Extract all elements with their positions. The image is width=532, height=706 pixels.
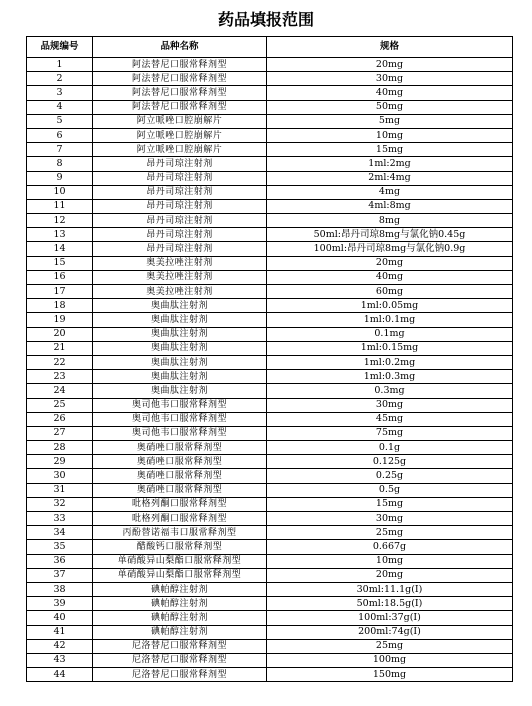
cell-specification: 100mg: [267, 653, 513, 667]
cell-spec-code: 22: [27, 355, 93, 369]
cell-spec-code: 41: [27, 625, 93, 639]
table-header-row: [27, 37, 513, 58]
cell-spec-code: 36: [27, 554, 93, 568]
cell-specification: 40mg: [267, 86, 513, 100]
cell-specification: 10mg: [267, 554, 513, 568]
cell-specification: 0.1g: [267, 441, 513, 455]
cell-drug-name: 丙酚替诺福韦口服常释剂型: [93, 526, 267, 540]
cell-specification: 0.125g: [267, 455, 513, 469]
cell-drug-name: 单硝酸异山梨酯口服常释剂型: [93, 554, 267, 568]
cell-spec-code: 29: [27, 455, 93, 469]
table-row: [27, 455, 513, 469]
cell-drug-name: 单硝酸异山梨酯口服常释剂型: [93, 568, 267, 582]
cell-drug-name: 吡格列酮口服常释剂型: [93, 497, 267, 511]
drug-scope-table: [26, 36, 513, 682]
cell-spec-code: 30: [27, 469, 93, 483]
cell-specification: 25mg: [267, 526, 513, 540]
cell-drug-name: 奥硝唑口服常释剂型: [93, 483, 267, 497]
cell-spec-code: 11: [27, 199, 93, 213]
table-row: [27, 668, 513, 682]
cell-drug-name: 奥司他韦口服常释剂型: [93, 412, 267, 426]
table-row: [27, 370, 513, 384]
table-row: [27, 341, 513, 355]
cell-drug-name: 阿立哌唑口腔崩解片: [93, 143, 267, 157]
cell-drug-name: 奥曲肽注射剂: [93, 327, 267, 341]
cell-specification: 0.3mg: [267, 384, 513, 398]
table-row: [27, 100, 513, 114]
cell-spec-code: 24: [27, 384, 93, 398]
cell-drug-name: 昂丹司琼注射剂: [93, 242, 267, 256]
cell-specification: 1ml:0.15mg: [267, 341, 513, 355]
table-row: [27, 512, 513, 526]
cell-drug-name: 吡格列酮口服常释剂型: [93, 512, 267, 526]
table-row: [27, 185, 513, 199]
cell-spec-code: 13: [27, 228, 93, 242]
header-drug-name: 品种名称: [93, 37, 267, 58]
cell-drug-name: 阿法替尼口服常释剂型: [93, 100, 267, 114]
cell-specification: 2ml:4mg: [267, 171, 513, 185]
table-row: [27, 384, 513, 398]
cell-spec-code: 15: [27, 256, 93, 270]
cell-specification: 15mg: [267, 143, 513, 157]
cell-drug-name: 阿立哌唑口腔崩解片: [93, 128, 267, 142]
table-row: [27, 299, 513, 313]
cell-drug-name: 奥硝唑口服常释剂型: [93, 469, 267, 483]
cell-spec-code: 31: [27, 483, 93, 497]
table-row: [27, 242, 513, 256]
table-row: [27, 157, 513, 171]
cell-specification: 50ml:18.5g(I): [267, 597, 513, 611]
cell-spec-code: 35: [27, 540, 93, 554]
cell-specification: 150mg: [267, 668, 513, 682]
cell-specification: 1ml:2mg: [267, 157, 513, 171]
cell-drug-name: 阿法替尼口服常释剂型: [93, 72, 267, 86]
cell-drug-name: 奥司他韦口服常释剂型: [93, 398, 267, 412]
cell-specification: 5mg: [267, 114, 513, 128]
cell-drug-name: 奥曲肽注射剂: [93, 370, 267, 384]
cell-drug-name: 昂丹司琼注射剂: [93, 199, 267, 213]
cell-specification: 50mg: [267, 100, 513, 114]
cell-drug-name: 尼洛替尼口服常释剂型: [93, 668, 267, 682]
cell-specification: 0.1mg: [267, 327, 513, 341]
cell-spec-code: 38: [27, 582, 93, 596]
cell-specification: 60mg: [267, 285, 513, 299]
header-spec-code: 品规编号: [27, 37, 93, 58]
cell-spec-code: 5: [27, 114, 93, 128]
table-row: [27, 228, 513, 242]
cell-spec-code: 4: [27, 100, 93, 114]
table-row: [27, 483, 513, 497]
table-row: [27, 441, 513, 455]
cell-drug-name: 奥硝唑口服常释剂型: [93, 441, 267, 455]
table-row: [27, 526, 513, 540]
cell-spec-code: 28: [27, 441, 93, 455]
table-row: [27, 114, 513, 128]
cell-drug-name: 阿立哌唑口腔崩解片: [93, 114, 267, 128]
table-row: [27, 171, 513, 185]
cell-specification: 25mg: [267, 639, 513, 653]
table-row: [27, 554, 513, 568]
cell-spec-code: 43: [27, 653, 93, 667]
cell-spec-code: 34: [27, 526, 93, 540]
cell-drug-name: 醋酸钙口服常释剂型: [93, 540, 267, 554]
cell-spec-code: 39: [27, 597, 93, 611]
cell-spec-code: 33: [27, 512, 93, 526]
cell-specification: 40mg: [267, 270, 513, 284]
cell-specification: 4ml:8mg: [267, 199, 513, 213]
cell-specification: 15mg: [267, 497, 513, 511]
header-specification: 规格: [267, 37, 513, 58]
cell-drug-name: 奥曲肽注射剂: [93, 313, 267, 327]
cell-spec-code: 21: [27, 341, 93, 355]
cell-drug-name: 尼洛替尼口服常释剂型: [93, 653, 267, 667]
cell-spec-code: 25: [27, 398, 93, 412]
cell-spec-code: 19: [27, 313, 93, 327]
cell-spec-code: 9: [27, 171, 93, 185]
cell-drug-name: 奥美拉唑注射剂: [93, 285, 267, 299]
table-row: [27, 412, 513, 426]
cell-specification: 0.667g: [267, 540, 513, 554]
cell-specification: 20mg: [267, 568, 513, 582]
cell-drug-name: 昂丹司琼注射剂: [93, 214, 267, 228]
cell-spec-code: 40: [27, 611, 93, 625]
table-row: [27, 625, 513, 639]
cell-specification: 30mg: [267, 512, 513, 526]
cell-drug-name: 碘帕醇注射剂: [93, 597, 267, 611]
cell-drug-name: 昂丹司琼注射剂: [93, 228, 267, 242]
table-row: [27, 639, 513, 653]
cell-spec-code: 10: [27, 185, 93, 199]
cell-drug-name: 奥硝唑口服常释剂型: [93, 455, 267, 469]
cell-specification: 30mg: [267, 398, 513, 412]
cell-drug-name: 奥曲肽注射剂: [93, 299, 267, 313]
cell-drug-name: 尼洛替尼口服常释剂型: [93, 639, 267, 653]
table-row: [27, 497, 513, 511]
table-row: [27, 128, 513, 142]
table-row: [27, 58, 513, 72]
cell-drug-name: 奥曲肽注射剂: [93, 384, 267, 398]
cell-drug-name: 昂丹司琼注射剂: [93, 171, 267, 185]
table-row: [27, 285, 513, 299]
cell-drug-name: 昂丹司琼注射剂: [93, 157, 267, 171]
table-row: [27, 143, 513, 157]
cell-specification: 1ml:0.2mg: [267, 355, 513, 369]
table-row: [27, 540, 513, 554]
cell-spec-code: 37: [27, 568, 93, 582]
cell-spec-code: 12: [27, 214, 93, 228]
table-row: [27, 313, 513, 327]
table-row: [27, 72, 513, 86]
table-row: [27, 86, 513, 100]
table-row: [27, 214, 513, 228]
cell-spec-code: 27: [27, 426, 93, 440]
cell-spec-code: 3: [27, 86, 93, 100]
table-row: [27, 597, 513, 611]
table-row: [27, 568, 513, 582]
cell-specification: 20mg: [267, 256, 513, 270]
cell-drug-name: 奥曲肽注射剂: [93, 355, 267, 369]
cell-drug-name: 碘帕醇注射剂: [93, 611, 267, 625]
cell-spec-code: 7: [27, 143, 93, 157]
cell-spec-code: 1: [27, 58, 93, 72]
cell-spec-code: 23: [27, 370, 93, 384]
table-row: [27, 270, 513, 284]
cell-specification: 0.5g: [267, 483, 513, 497]
cell-specification: 100ml:昂丹司琼8mg与氯化钠0.9g: [267, 242, 513, 256]
cell-specification: 10mg: [267, 128, 513, 142]
table-row: [27, 653, 513, 667]
cell-spec-code: 26: [27, 412, 93, 426]
cell-drug-name: 碘帕醇注射剂: [93, 582, 267, 596]
cell-specification: 50ml:昂丹司琼8mg与氯化钠0.45g: [267, 228, 513, 242]
cell-drug-name: 阿法替尼口服常释剂型: [93, 86, 267, 100]
table-row: [27, 355, 513, 369]
cell-spec-code: 18: [27, 299, 93, 313]
cell-specification: 4mg: [267, 185, 513, 199]
cell-specification: 30ml:11.1g(I): [267, 582, 513, 596]
table-row: [27, 199, 513, 213]
cell-spec-code: 2: [27, 72, 93, 86]
page-title: 药品填报范围: [217, 10, 314, 29]
table-row: [27, 469, 513, 483]
cell-spec-code: 8: [27, 157, 93, 171]
table-row: [27, 398, 513, 412]
cell-specification: 0.25g: [267, 469, 513, 483]
cell-specification: 30mg: [267, 72, 513, 86]
cell-specification: 1ml:0.1mg: [267, 313, 513, 327]
cell-specification: 1ml:0.3mg: [267, 370, 513, 384]
cell-drug-name: 奥美拉唑注射剂: [93, 270, 267, 284]
cell-drug-name: 昂丹司琼注射剂: [93, 185, 267, 199]
table-row: [27, 582, 513, 596]
cell-specification: 75mg: [267, 426, 513, 440]
table-row: [27, 611, 513, 625]
cell-specification: 45mg: [267, 412, 513, 426]
cell-specification: 20mg: [267, 58, 513, 72]
cell-spec-code: 17: [27, 285, 93, 299]
cell-specification: 200ml:74g(I): [267, 625, 513, 639]
table-row: [27, 426, 513, 440]
cell-drug-name: 碘帕醇注射剂: [93, 625, 267, 639]
cell-drug-name: 奥司他韦口服常释剂型: [93, 426, 267, 440]
cell-spec-code: 32: [27, 497, 93, 511]
cell-specification: 100ml:37g(I): [267, 611, 513, 625]
table-body: [27, 58, 513, 682]
cell-spec-code: 20: [27, 327, 93, 341]
cell-specification: 8mg: [267, 214, 513, 228]
cell-drug-name: 奥美拉唑注射剂: [93, 256, 267, 270]
table-row: [27, 327, 513, 341]
cell-spec-code: 16: [27, 270, 93, 284]
table-row: [27, 256, 513, 270]
cell-spec-code: 44: [27, 668, 93, 682]
cell-drug-name: 奥曲肽注射剂: [93, 341, 267, 355]
cell-spec-code: 42: [27, 639, 93, 653]
cell-drug-name: 阿法替尼口服常释剂型: [93, 58, 267, 72]
cell-spec-code: 14: [27, 242, 93, 256]
cell-spec-code: 6: [27, 128, 93, 142]
cell-specification: 1ml:0.05mg: [267, 299, 513, 313]
